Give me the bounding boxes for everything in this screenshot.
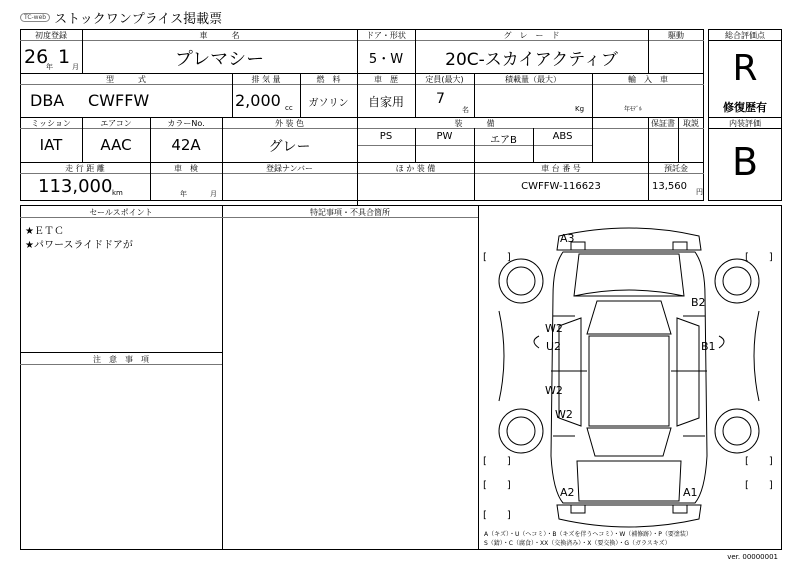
label-exterior-color: 外 装 色 <box>274 119 305 128</box>
label-equipment: 装 備 <box>454 119 495 128</box>
inspection-year-unit: 年 <box>180 190 187 198</box>
label-mission: ミッション <box>31 119 71 128</box>
overall-rating: R <box>732 48 758 89</box>
first-reg-month: 1 <box>58 46 71 68</box>
label-overall-rating: 総合評価点 <box>725 31 765 40</box>
exterior-color: グレー <box>268 139 311 155</box>
equip-3: エアB <box>490 135 517 146</box>
label-remarks: 特記事項・不具合箇所 <box>310 208 390 217</box>
label-model: 型 式 <box>106 75 146 84</box>
damage-mark-w2-1: W2 <box>545 322 563 335</box>
first-reg-year: 26 <box>24 46 49 68</box>
label-deposit: 預託金 <box>664 164 688 173</box>
model: CWFFW <box>88 91 150 110</box>
damage-mark-a2: A2 <box>560 486 575 499</box>
label-first-reg: 初度登録 <box>35 31 67 40</box>
label-notes: 注 意 事 項 <box>93 355 149 364</box>
label-door-shape: ドア・形状 <box>366 31 406 40</box>
label-grade: グ レ ー ド <box>503 31 560 40</box>
aircon: AAC <box>100 136 132 154</box>
deposit: 13,560 <box>652 181 687 192</box>
label-displacement: 排 気 量 <box>251 75 281 84</box>
legend-line-1: A（キズ）・U（ヘコミ）・B（キズを伴うヘコミ）・W（補修跡）・P（要塗装） <box>484 531 692 538</box>
damage-mark-a3: A3 <box>560 232 575 245</box>
version: ver. 00000001 <box>727 553 778 561</box>
label-import: 輸 入 車 <box>628 75 668 84</box>
label-fuel: 燃 料 <box>316 75 341 84</box>
label-drive: 駆動 <box>668 31 684 40</box>
label-warranty: 保証書 <box>651 119 675 128</box>
car-name: プレマシー <box>174 49 265 70</box>
bracket-ml: [ ] <box>483 456 511 467</box>
page-header <box>20 8 222 27</box>
bracket-tl: [ ] <box>483 252 511 263</box>
displacement-unit: cc <box>285 104 293 112</box>
legend-line-2: S（錆）・C（腐食）・XX（交換済み）・X（要交換）・G（ガラスキズ） <box>484 540 671 547</box>
tc-web-logo: TC-web <box>20 13 50 22</box>
mileage-unit: km <box>112 189 123 197</box>
damage-mark-b1: B1 <box>701 340 716 353</box>
displacement: 2,000 <box>235 91 281 110</box>
door-shape: 5・W <box>368 52 404 67</box>
sales-item-1: ★ＥＴＣ <box>25 226 64 237</box>
equip-1: PS <box>379 131 393 142</box>
model-prefix: DBA <box>30 91 65 110</box>
equip-4: ABS <box>552 131 573 142</box>
interior-rating: B <box>731 140 759 184</box>
damage-mark-b2: B2 <box>691 296 706 309</box>
label-inspection: 車 検 <box>174 164 198 173</box>
label-plate: 登録ナンバー <box>265 164 314 173</box>
label-car-name: 車 名 <box>199 31 240 40</box>
bracket-bl: [ ] <box>483 480 511 491</box>
sales-item-2: ★パワースライドドアが <box>25 240 133 251</box>
deposit-unit: 円 <box>696 188 703 196</box>
load-unit: Kg <box>575 105 585 113</box>
car-damage-diagram <box>479 206 781 549</box>
capacity: 7 <box>436 91 445 107</box>
damage-mark-w2-3: W2 <box>555 408 573 421</box>
mileage: 113,000 <box>38 176 113 197</box>
bracket-tr: [ ] <box>745 252 773 263</box>
label-history: 車 歴 <box>374 75 398 84</box>
damage-mark-a1: A1 <box>683 486 698 499</box>
equip-2: PW <box>436 131 453 142</box>
mission: IAT <box>39 136 63 154</box>
grade: 20C-スカイアクティブ <box>445 50 618 70</box>
label-other-equip: ほ か 装 備 <box>395 164 436 173</box>
label-interior-rating: 内装評価 <box>729 119 761 128</box>
bracket-mr: [ ] <box>745 456 773 467</box>
label-chassis-no: 車 台 番 号 <box>541 164 581 173</box>
bracket-bottom: [ ] <box>483 510 511 521</box>
overall-note: 修復歴有 <box>723 101 767 114</box>
damage-mark-w2-2: W2 <box>545 384 563 397</box>
fuel: ガソリン <box>308 98 349 109</box>
damage-mark-u2: U2 <box>546 340 562 353</box>
label-mileage: 走 行 距 離 <box>65 164 105 173</box>
capacity-unit: 名 <box>462 106 469 114</box>
chassis-no: CWFFW-116623 <box>521 181 601 192</box>
label-capacity: 定員(最大) <box>425 75 464 84</box>
label-manual: 取説 <box>683 119 699 128</box>
history: 自家用 <box>367 95 404 109</box>
bracket-br: [ ] <box>745 480 773 491</box>
page-title: ストックワンプライス掲載票 <box>54 12 223 27</box>
color-no: 42A <box>171 136 201 154</box>
label-sales-point: セールスポイント <box>89 208 153 217</box>
inspection-month-unit: 月 <box>210 190 217 198</box>
import-note: 年ﾓﾃﾞﾙ <box>624 106 643 113</box>
label-color-no: カラーNo. <box>167 119 205 128</box>
label-load: 積載量（最大） <box>505 75 561 84</box>
label-aircon: エアコン <box>100 119 132 128</box>
month-unit: 月 <box>72 63 79 71</box>
year-unit: 年 <box>46 63 53 71</box>
